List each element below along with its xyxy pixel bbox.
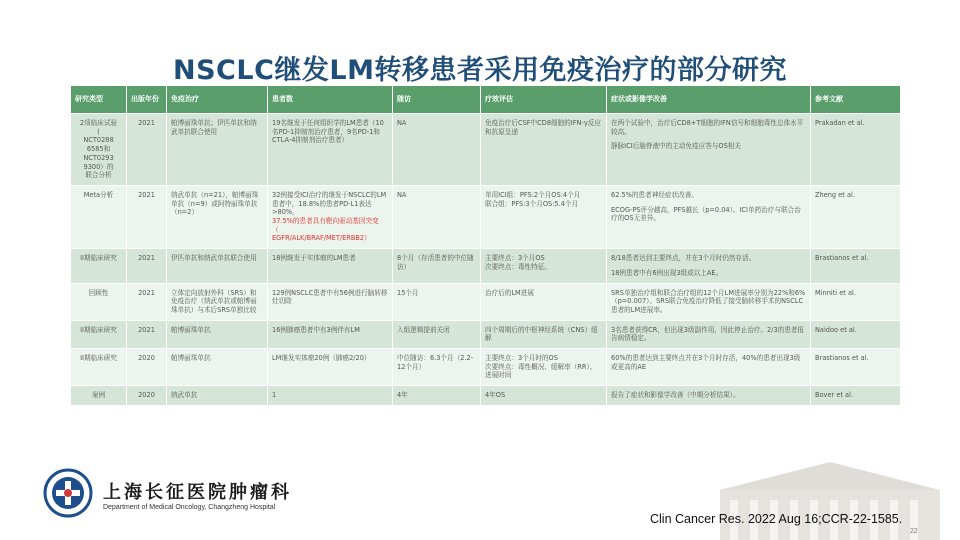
cell-improvement — [607, 283, 811, 320]
table-row — [71, 185, 901, 248]
table-row — [71, 249, 901, 283]
cell-line: 4年OS — [485, 391, 506, 400]
cell-reference: Brastianos et al. — [811, 349, 901, 386]
cell-study-type — [71, 185, 127, 248]
cell-followup: 15个月 — [393, 283, 481, 320]
cell-line: II期临床研究 — [80, 254, 117, 263]
cell-reference: Zheng et al. — [811, 185, 901, 248]
table-body — [71, 114, 901, 406]
header-reference: 参考文献 — [811, 86, 901, 114]
cell-line: 主要终点：3个月OS — [485, 254, 545, 263]
cell-followup: 中位随访：6.3个月（2.2-12个月） — [393, 349, 481, 386]
cell-line: 16例肺癌患者中有3例伴有LM — [272, 325, 360, 334]
cell-reference: Prakadan et al. — [811, 114, 901, 186]
cell-line: 治疗后的LM进展 — [485, 288, 534, 297]
cell-study-type — [71, 114, 127, 186]
cell-improvement — [607, 320, 811, 348]
table-header-row — [71, 86, 901, 114]
cell-line: 3名患者获得CR，但出现3级副作用，因此停止治疗。2/3的患者报告病情稳定。 — [611, 325, 805, 343]
cell-line: 四个周期后的中枢神经系统（CNS）缓解 — [485, 325, 598, 343]
cell-line: 次要终点：毒性概况、缓解率（RR）、进展时间 — [485, 362, 597, 380]
header-followup: 随访 — [393, 86, 481, 114]
cell-improvement — [607, 349, 811, 386]
hospital-name-cn: 上海长征医院肿瘤科 — [103, 482, 292, 503]
table-row — [71, 114, 901, 186]
table-row — [71, 386, 901, 406]
cell-reference: Minniti et al. — [811, 283, 901, 320]
cell-line: II期临床研究 — [80, 325, 117, 334]
cell-line: ( — [97, 127, 100, 136]
cell-line: 37.5%的患者具有靶向驱动基因突变 — [272, 217, 379, 226]
cell-reference: Bover et al. — [811, 386, 901, 406]
cell-line: SRS单独治疗组和联合治疗组的12个月LM进展率分别为22%和6%（p=0.007）。SRS联合免疫治疗降低了接受脑转移手术的NSCLC患者的LM进展率。 — [611, 288, 806, 314]
cell-therapy: 伊匹单抗和纳武单抗联合使用 — [167, 249, 268, 283]
hospital-logo-icon — [43, 468, 93, 518]
table-row — [71, 320, 901, 348]
cell-year: 2021 — [127, 185, 167, 248]
table-row — [71, 283, 901, 320]
cell-patients — [268, 349, 393, 386]
cell-line: 静脉ICI后脑脊液中的主动免疫应答与OS相关 — [611, 142, 741, 151]
cell-line: 在两个试验中，治疗后CD8+T细胞的IFN信号和细胞毒性总体水平较高。 — [611, 119, 804, 136]
hospital-name-en: Department of Medical Oncology, Changzheng Hospital — [103, 504, 276, 511]
cell-line: （ — [272, 225, 279, 234]
cell-line: 2项临床试验 — [79, 119, 118, 127]
cell-line: 18例继发于实体瘤的LM患者 — [272, 254, 356, 263]
cell-study-type — [71, 320, 127, 348]
cell-patients — [268, 114, 393, 186]
cell-patients — [268, 320, 393, 348]
cell-line: 主要终点：3个月时的OS — [485, 354, 558, 363]
cell-study-type — [71, 386, 127, 406]
cell-followup: 4年 — [393, 386, 481, 406]
cell-line: 62.5%的患者神经症状改善。 — [611, 190, 698, 199]
header-efficacy: 疗效评估 — [481, 86, 607, 114]
cell-line: NCT0288 — [83, 136, 114, 145]
header-improvement: 症状或影像学改善 — [607, 86, 811, 114]
cell-year: 2020 — [127, 349, 167, 386]
cell-patients — [268, 283, 393, 320]
cell-reference: Brastianos et al. — [811, 249, 901, 283]
header-year: 出版年份 — [127, 86, 167, 114]
cell-reference: Naidoo et al. — [811, 320, 901, 348]
cell-line: 次要终点：毒性特征。 — [485, 262, 551, 271]
page-number: 22 — [910, 528, 918, 535]
cell-therapy: 帕博丽珠单抗 — [167, 349, 268, 386]
cell-efficacy — [481, 114, 607, 186]
cell-line: Meta分析 — [83, 190, 114, 199]
cell-line: NCT0293 — [83, 153, 114, 162]
cell-followup: NA — [393, 185, 481, 248]
cell-efficacy — [481, 249, 607, 283]
cell-therapy: 帕博丽珠单抗；伊匹单抗和纳武单抗联合使用 — [167, 114, 268, 186]
cell-patients — [268, 249, 393, 283]
cell-study-type — [71, 283, 127, 320]
cell-line: ECOG-PS评分越高，PFS越长（p=0.04）。ICI单药治疗与联合治疗的OS无差异。 — [611, 205, 801, 223]
header-study-type: 研究类型 — [71, 86, 127, 114]
cell-line: 报告了症状和影像学改善（中期分析结果）。 — [611, 391, 740, 400]
cell-line: 免疫治疗后CSF中CD8细胞的IFN-γ反应和抗原呈递 — [485, 119, 601, 136]
cell-efficacy — [481, 386, 607, 406]
cell-line: 回顾性 — [88, 288, 109, 297]
cell-line: 18例患者中有6例出现3级或以上AE。 — [611, 268, 723, 277]
cell-line: 32例接受ICI治疗的继发于NSCLC的LM患者中，18.8%的患者PD-L1表达>80%， — [272, 190, 387, 217]
cell-year: 2020 — [127, 386, 167, 406]
cell-line: 6585和 — [86, 145, 111, 154]
cell-line: EGFR/ALK/BRAF/MET/ERBB2） — [272, 234, 371, 243]
cell-line: 联合组：PFS:3个月OS:5.4个月 — [485, 199, 579, 208]
cell-line: LM继发实体瘤20例（肺癌2/20） — [272, 354, 371, 363]
citation: Clin Cancer Res. 2022 Aug 16;CCR-22-1585. — [650, 512, 903, 526]
cell-followup: 8个月（存活患者的中位随访） — [393, 249, 481, 283]
cell-patients — [268, 386, 393, 406]
cell-line: 129例NSCLC患者中有56例进行脑转移灶切除 — [272, 288, 388, 306]
cell-improvement — [607, 249, 811, 283]
cell-line: 60%的患者达到主要终点并在3个月时存活，40%的患者出现3级或更高的AE — [611, 354, 801, 371]
cell-therapy: 帕博丽珠单抗 — [167, 320, 268, 348]
cell-efficacy — [481, 185, 607, 248]
cell-line: 19名继发于任何组织学的LM患者（10名PD-1抑制剂治疗患者，9名PD-1和CTLA-4抑制剂治疗患者） — [272, 119, 384, 145]
cell-line: 单用ICI组：PFS:2个月OS:4个月 — [485, 190, 581, 199]
cell-therapy: 纳武单抗 — [167, 386, 268, 406]
cell-year: 2021 — [127, 320, 167, 348]
cell-line: 联合分析 — [85, 171, 112, 180]
cell-patients — [268, 185, 393, 248]
cell-therapy: 立体定向放射外科（SRS）和免疫治疗（纳武单抗或帕博丽珠单抗）与术后SRS单独比较 — [167, 283, 268, 320]
cell-line: 9300）的 — [83, 162, 114, 171]
cell-line: 8/18患者达到主要终点，并在3个月时仍然存活。 — [611, 254, 756, 263]
cell-efficacy — [481, 283, 607, 320]
slide-title: NSCLC继发LM转移患者采用免疫治疗的部分研究 — [173, 55, 787, 86]
cell-year: 2021 — [127, 283, 167, 320]
building-icon — [700, 450, 960, 540]
cell-improvement — [607, 185, 811, 248]
cell-line: 案例 — [91, 391, 106, 400]
header-therapy: 免疫治疗 — [167, 86, 268, 114]
cell-therapy: 纳武单抗（n=21），帕博丽珠单抗（n=9）或阿特丽珠单抗（n=2） — [167, 185, 268, 248]
study-table — [70, 85, 901, 406]
cell-study-type — [71, 349, 127, 386]
cell-followup: 入组逻辑提前关闭 — [393, 320, 481, 348]
header-patients: 患者数 — [268, 86, 393, 114]
table-row — [71, 349, 901, 386]
cell-line: 1 — [272, 391, 277, 400]
cell-year: 2021 — [127, 249, 167, 283]
cell-year: 2021 — [127, 114, 167, 186]
cell-efficacy — [481, 320, 607, 348]
cell-improvement — [607, 386, 811, 406]
cell-efficacy — [481, 349, 607, 386]
cell-study-type — [71, 249, 127, 283]
cell-improvement — [607, 114, 811, 186]
cell-line: II期临床研究 — [80, 354, 117, 363]
cell-followup: NA — [393, 114, 481, 186]
